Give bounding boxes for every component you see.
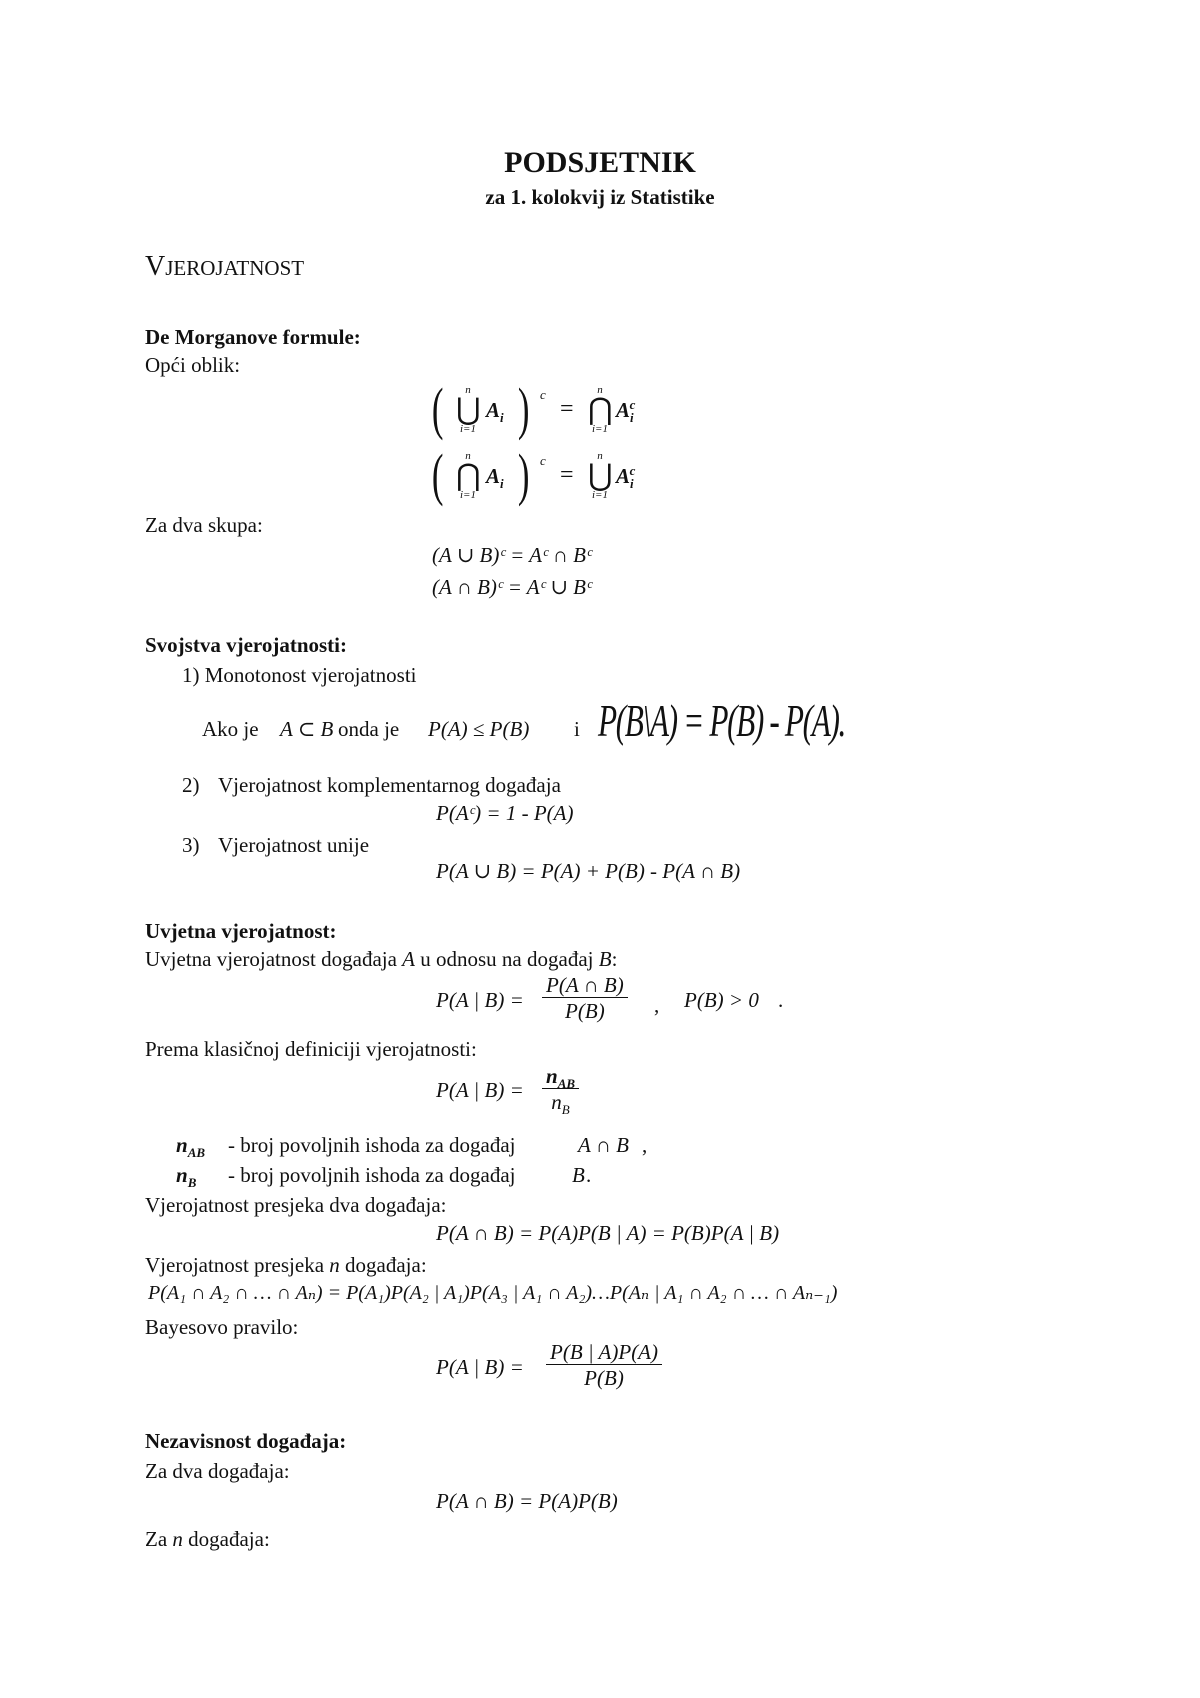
section-heading-initial: V bbox=[145, 251, 166, 282]
independence-two-label: Za dva događaja: bbox=[145, 1459, 290, 1483]
property-3-number: 3) bbox=[182, 833, 200, 857]
set-a-complement: $A_i^c$ bbox=[616, 463, 636, 492]
nb-symbol: $n_B$ bbox=[176, 1163, 197, 1191]
classic-fraction bbox=[542, 1064, 579, 1118]
equals: = bbox=[560, 462, 574, 488]
intersection-operator: n ⋂ i=1 bbox=[456, 450, 481, 501]
set-a: $A_i$ bbox=[486, 398, 504, 426]
intersection-n-label: Vjerojatnost presjeka n događaja: bbox=[145, 1253, 427, 1277]
nb-end: . bbox=[586, 1163, 592, 1187]
fraction-denominator: $n_B$ bbox=[551, 1090, 570, 1118]
bayes-label: Bayesovo pravilo: bbox=[145, 1315, 299, 1339]
demorgan-heading: De Morganove formule: bbox=[145, 325, 361, 349]
conditional-formula-lhs: P(A | B) = bbox=[436, 988, 524, 1012]
monotonicity-text-c: i bbox=[574, 717, 580, 741]
conditional-heading: Uvjetna vjerojatnost: bbox=[145, 919, 337, 943]
independence-two-formula: P(A ∩ B) = P(A)P(B) bbox=[436, 1489, 618, 1513]
monotonicity-math-a: A ⊂ B bbox=[280, 717, 334, 741]
left-paren: ( bbox=[431, 376, 444, 441]
complement-sup: c bbox=[540, 387, 546, 402]
union-operator: n ⋃ i=1 bbox=[588, 450, 613, 501]
monotonicity-text-a: Ako je bbox=[202, 717, 259, 741]
nab-end: , bbox=[642, 1133, 648, 1157]
section-heading bbox=[145, 251, 305, 282]
fraction-denominator: P(B) bbox=[565, 999, 605, 1023]
monotonicity-difference-formula: P(B\A) = P(B) - P(A). bbox=[598, 695, 846, 746]
intersection-two-label: Vjerojatnost presjeka dva događaja: bbox=[145, 1193, 447, 1217]
nab-symbol: $n_{AB}$ bbox=[176, 1133, 206, 1161]
general-form-label: Opći oblik: bbox=[145, 353, 241, 377]
property-3-label: Vjerojatnost unije bbox=[218, 833, 370, 857]
fraction-denominator: P(B) bbox=[584, 1366, 624, 1390]
property-1-label: 1) Monotonost vjerojatnosti bbox=[182, 663, 417, 687]
intersection-operator: n ⋂ i=1 bbox=[588, 384, 613, 435]
classic-formula-lhs: P(A | B) = bbox=[436, 1078, 524, 1102]
two-sets-formula-1: (A ∪ B)ᶜ = Aᶜ ∩ Bᶜ bbox=[432, 543, 592, 567]
union-formula: P(A ∪ B) = P(A) + P(B) - P(A ∩ B) bbox=[436, 859, 741, 883]
nab-description: - broj povoljnih ishoda za događaj bbox=[228, 1133, 516, 1157]
nb-description: - broj povoljnih ishoda za događaj bbox=[228, 1163, 516, 1187]
fraction-numerator: P(B | A)P(A) bbox=[546, 1340, 662, 1365]
intersection-two-formula: P(A ∩ B) = P(A)P(B | A) = P(B)P(A | B) bbox=[436, 1221, 780, 1245]
fraction-numerator: $n_{AB}$ bbox=[542, 1064, 579, 1089]
page-subtitle: za 1. kolokvij iz Statistike bbox=[485, 185, 715, 209]
section-heading-rest: JEROJATNOST bbox=[165, 256, 305, 280]
comma: , bbox=[654, 993, 660, 1017]
equals: = bbox=[560, 396, 574, 422]
nab-event: A ∩ B bbox=[578, 1133, 629, 1157]
property-2-label: Vjerojatnost komplementarnog događaja bbox=[218, 773, 561, 797]
property-2-number: 2) bbox=[182, 773, 200, 797]
complement-formula: P(Aᶜ) = 1 - P(A) bbox=[436, 801, 574, 825]
classic-definition-label: Prema klasičnoj definiciji vjerojatnosti: bbox=[145, 1037, 477, 1061]
period: . bbox=[778, 988, 784, 1012]
two-sets-label: Za dva skupa: bbox=[145, 513, 263, 537]
right-paren: ) bbox=[517, 376, 530, 441]
conditional-fraction bbox=[542, 973, 628, 1024]
nb-event: B bbox=[572, 1163, 585, 1187]
bayes-formula-lhs: P(A | B) = bbox=[436, 1355, 524, 1379]
two-sets-formula-2: (A ∩ B)ᶜ = Aᶜ ∪ Bᶜ bbox=[432, 575, 592, 599]
bayes-fraction bbox=[546, 1340, 662, 1391]
conditional-definition: Uvjetna vjerojatnost događaja A u odnosu na događaj B: bbox=[145, 947, 618, 971]
monotonicity-math-b: P(A) ≤ P(B) bbox=[428, 717, 530, 741]
complement-sup: c bbox=[540, 453, 546, 468]
intersection-n-formula: P(A₁ ∩ A₂ ∩ … ∩ Aₙ) = P(A₁)P(A₂ | A₁)P(A₃ | A₁ ∩ A₂)…P(Aₙ | A₁ ∩ A₂ ∩ … ∩ Aₙ₋₁) bbox=[148, 1282, 838, 1304]
left-paren: ( bbox=[431, 442, 444, 507]
union-operator: n ⋃ i=1 bbox=[456, 384, 481, 435]
page-title: PODSJETNIK bbox=[504, 146, 696, 179]
independence-n-label: Za n događaja: bbox=[145, 1527, 270, 1551]
conditional-condition: P(B) > 0 bbox=[684, 988, 759, 1012]
properties-heading: Svojstva vjerojatnosti: bbox=[145, 633, 348, 657]
independence-heading: Nezavisnost događaja: bbox=[145, 1429, 347, 1453]
set-a: $A_i$ bbox=[486, 464, 504, 492]
fraction-numerator: P(A ∩ B) bbox=[542, 973, 628, 998]
set-a-complement: $A_i^c$ bbox=[616, 397, 636, 426]
monotonicity-text-b: onda je bbox=[338, 717, 400, 741]
right-paren: ) bbox=[517, 442, 530, 507]
